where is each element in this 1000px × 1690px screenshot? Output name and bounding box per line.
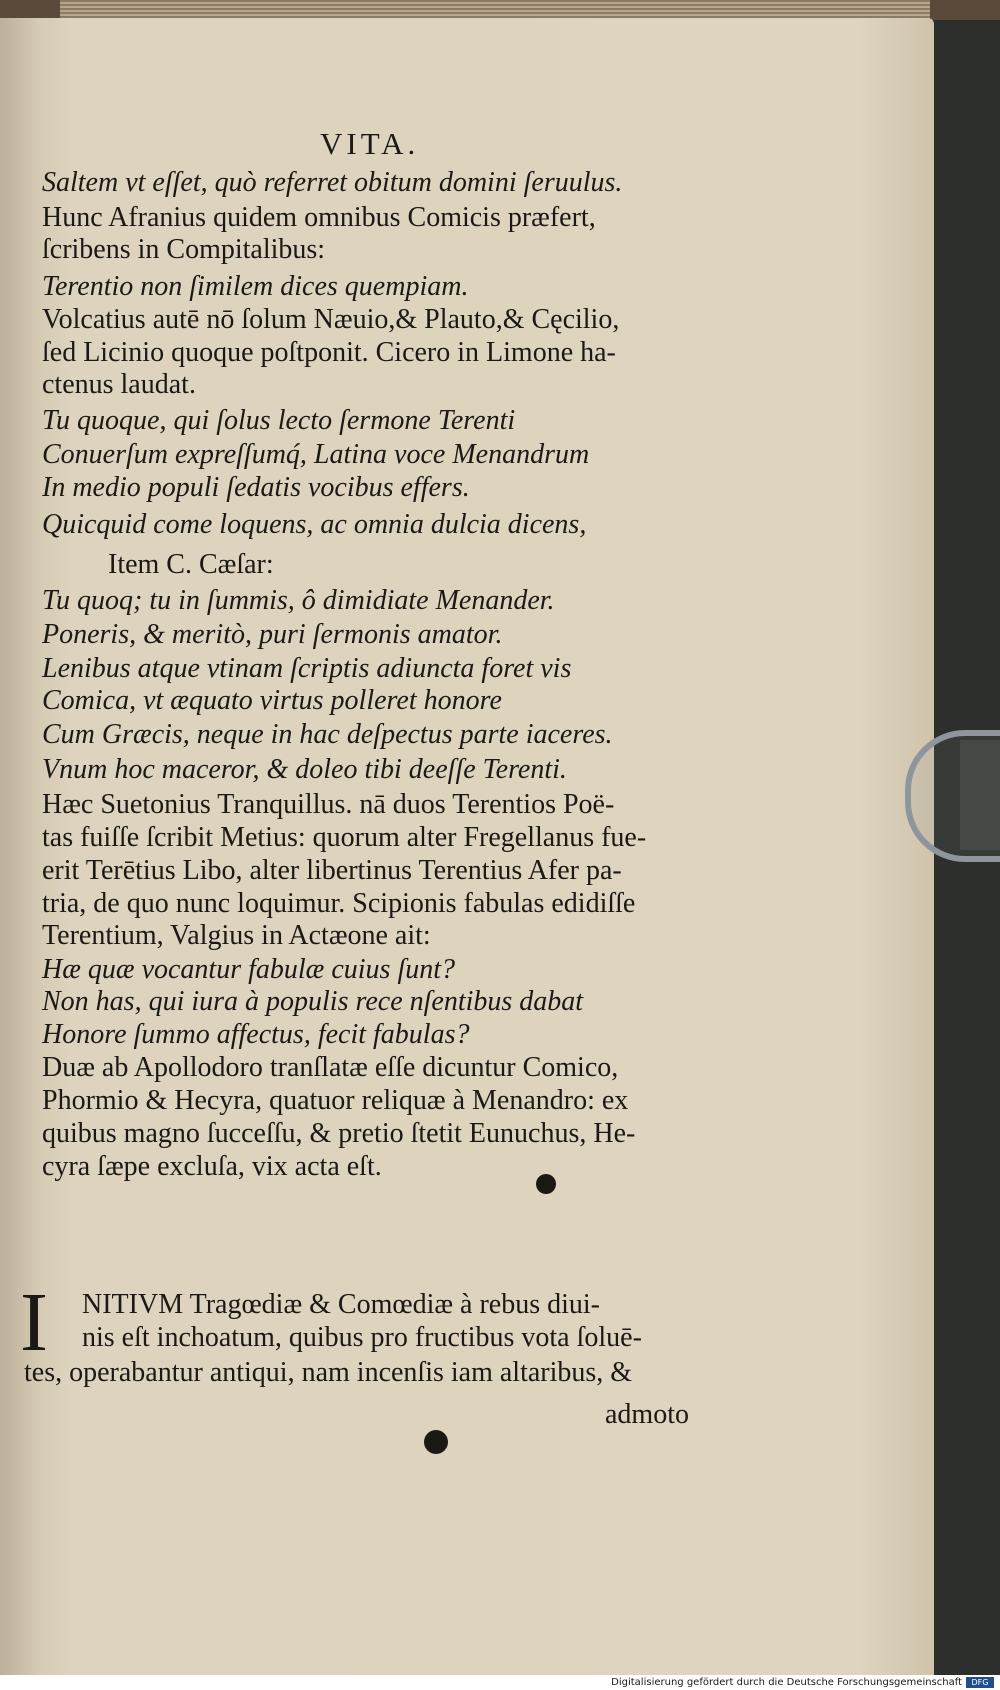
catchword: admoto [605,1399,689,1430]
text-line: quibus magno ſucceſſu, & pretio ſtetit Eunuchus, He- [42,1118,636,1149]
text-line: NITIVM Tragœdiæ & Comœdiæ à rebus diui- [82,1289,600,1320]
text-line: Duæ ab Apollodoro tranſlatæ eſſe dicuntur Comico, [42,1052,619,1083]
text-line: tes, operabantur antiqui, nam incenſis iam altaribus, & [24,1357,633,1388]
dfg-logo: DFG [966,1677,994,1688]
text-line: Vnum hoc maceror, & doleo tibi deeſſe Terenti. [42,754,567,785]
text-line: nis eſt inchoatum, quibus pro fructibus vota ſoluē- [82,1322,642,1353]
text-line: Cum Græcis, neque in hac deſpectus parte iaceres. [42,719,613,750]
text-line: tas fuiſſe ſcribit Metius: quorum alter Fregellanus fue- [42,822,647,853]
text-line: Hæc Suetonius Tranquillus. nā duos Terentios Poë- [42,789,615,820]
text-line: Tu quoq; tu in ſummis, ô dimidiate Menander. [42,585,555,616]
footer-text: Digitalisierung gefördert durch die Deutsche Forschungsgemeinschaft [611,1677,962,1688]
text-line: Comica, vt æquato virtus polleret honore [42,685,502,716]
text-line: Hunc Afranius quidem omnibus Comicis præfert, [42,202,596,233]
text-line: Terentio non ſimilem dices quempiam. [42,271,469,302]
text-line: Conuerſum expreſſumq́, Latina voce Menandrum [42,439,590,470]
text-line: Volcatius autē nō ſolum Næuio,& Plauto,& Cęcilio, [42,304,620,335]
text-line: Item C. Cæſar: [108,549,274,580]
text-line: Tu quoque, qui ſolus lecto ſermone Terenti [42,405,516,436]
text-line: ſed Licinio quoque poſtponit. Cicero in Limone ha- [42,337,616,368]
text-line: erit Terētius Libo, alter libertinus Terentius Afer pa- [42,855,622,886]
text-line: cyra ſæpe excluſa, vix acta eſt. [42,1151,382,1182]
text-line: Phormio & Hecyra, quatuor reliquæ à Menandro: ex [42,1085,629,1116]
text-line: Terentium, Valgius in Actæone ait: [42,920,431,951]
text-line: Hæ quæ vocantur fabulæ cuius ſunt? [42,954,455,985]
text-line: In medio populi ſedatis vocibus effers. [42,472,470,503]
text-line: Honore ſummo affectus, fecit fabulas? [42,1019,470,1050]
text-line: ſcribens in Compitalibus: [42,234,326,265]
drop-cap: I [20,1276,48,1369]
ink-spot [536,1174,556,1194]
ink-spot [424,1430,448,1454]
text-line: ctenus laudat. [42,369,196,400]
running-head: VITA. [320,126,420,161]
text-line: Saltem vt eſſet, quò referret obitum domini ſeruulus. [42,167,623,198]
text-line: Poneris, & meritò, puri ſermonis amator. [42,619,503,650]
text-line: tria, de quo nunc loquimur. Scipionis fabulas edidiſſe [42,888,636,919]
book-page [0,18,934,1675]
text-line: Quicquid come loquens, ac omnia dulcia dicens, [42,509,587,540]
text-line: Non has, qui iura à populis rece nſentibus dabat [42,986,584,1017]
footer [0,1675,1000,1690]
text-line: Lenibus atque vtinam ſcriptis adiuncta foret vis [42,653,572,684]
